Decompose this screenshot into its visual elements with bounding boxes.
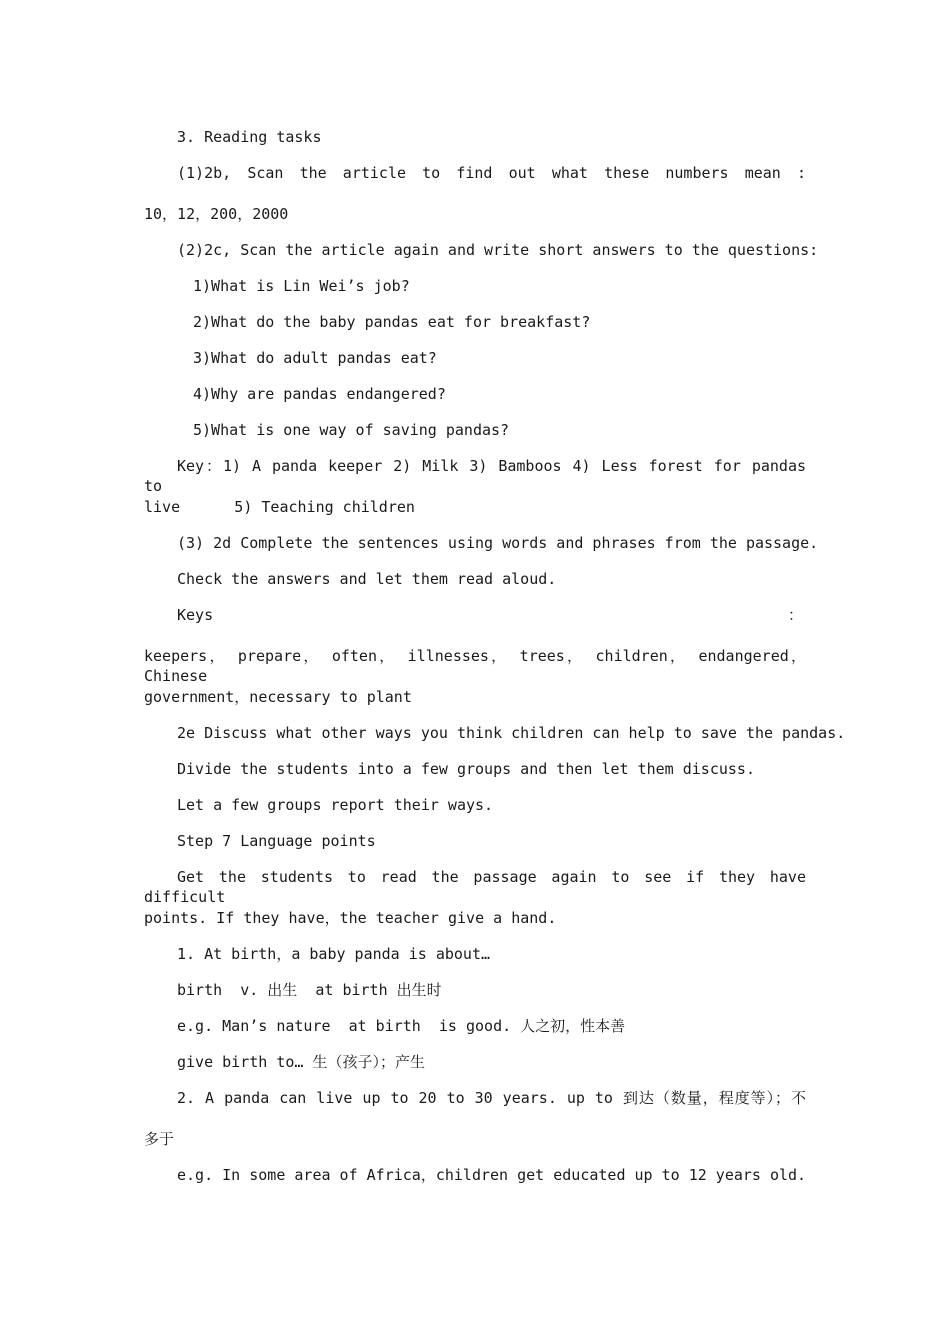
step-7-heading: Step 7 Language points bbox=[177, 832, 376, 850]
keys-words-continuation: government，necessary to plant bbox=[144, 688, 412, 706]
question-1: 1)What is Lin Wei’s job? bbox=[193, 277, 410, 295]
question-5: 5)What is one way of saving pandas? bbox=[193, 421, 510, 439]
report-ways-line: Let a few groups report their ways. bbox=[177, 796, 494, 814]
keys-words-line: keepers， prepare， often， illnesses， trees， children， endangered， Chinese bbox=[144, 647, 806, 685]
keys-colon: ： bbox=[788, 606, 804, 624]
question-3: 3)What do adult pandas eat? bbox=[193, 349, 437, 367]
language-points-instruction-continuation: points. If they have，the teacher give a hand. bbox=[144, 909, 557, 927]
question-2: 2)What do the baby pandas eat for breakfast? bbox=[193, 313, 591, 331]
task-2b-numbers: 10，12，200，2000 bbox=[144, 205, 289, 223]
task-2d-line: (3) 2d Complete the sentences using words and phrases from the passage. bbox=[177, 534, 819, 552]
question-4: 4)Why are pandas endangered? bbox=[193, 385, 446, 403]
point-1-heading: 1. At birth，a baby panda is about… bbox=[177, 945, 491, 963]
language-points-instruction: Get the students to read the passage again to see if they have difficult bbox=[144, 868, 806, 906]
key-answers-continuation: live 5) Teaching children bbox=[144, 498, 415, 516]
check-answers-line: Check the answers and let them read aloud. bbox=[177, 570, 557, 588]
task-2c-line: (2)2c, Scan the article again and write short answers to the questions: bbox=[177, 241, 819, 259]
key-answers-line: Key：1) A panda keeper 2) Milk 3) Bamboos 4) Less forest for pandas to bbox=[144, 457, 806, 495]
task-2b-line: (1)2b, Scan the article to find out what these numbers mean : bbox=[177, 164, 806, 182]
give-birth-definition: give birth to… 生（孩子）；产生 bbox=[177, 1053, 425, 1071]
birth-example: e.g. Man’s nature at birth is good. 人之初，性本善 bbox=[177, 1017, 626, 1035]
section-heading-reading-tasks: 3. Reading tasks bbox=[177, 128, 322, 146]
up-to-example: e.g. In some area of Africa，children get educated up to 12 years old. bbox=[177, 1166, 807, 1184]
birth-definition: birth v. 出生 at birth 出生时 bbox=[177, 981, 442, 999]
point-2-continuation: 多于 bbox=[144, 1130, 175, 1148]
point-2-heading: 2. A panda can live up to 20 to 30 years. up to 到达（数量，程度等）；不 bbox=[177, 1089, 806, 1107]
task-2e-line: 2e Discuss what other ways you think children can help to save the pandas. bbox=[177, 724, 846, 742]
keys-label: Keys bbox=[177, 606, 214, 624]
divide-groups-line: Divide the students into a few groups and then let them discuss. bbox=[177, 760, 755, 778]
